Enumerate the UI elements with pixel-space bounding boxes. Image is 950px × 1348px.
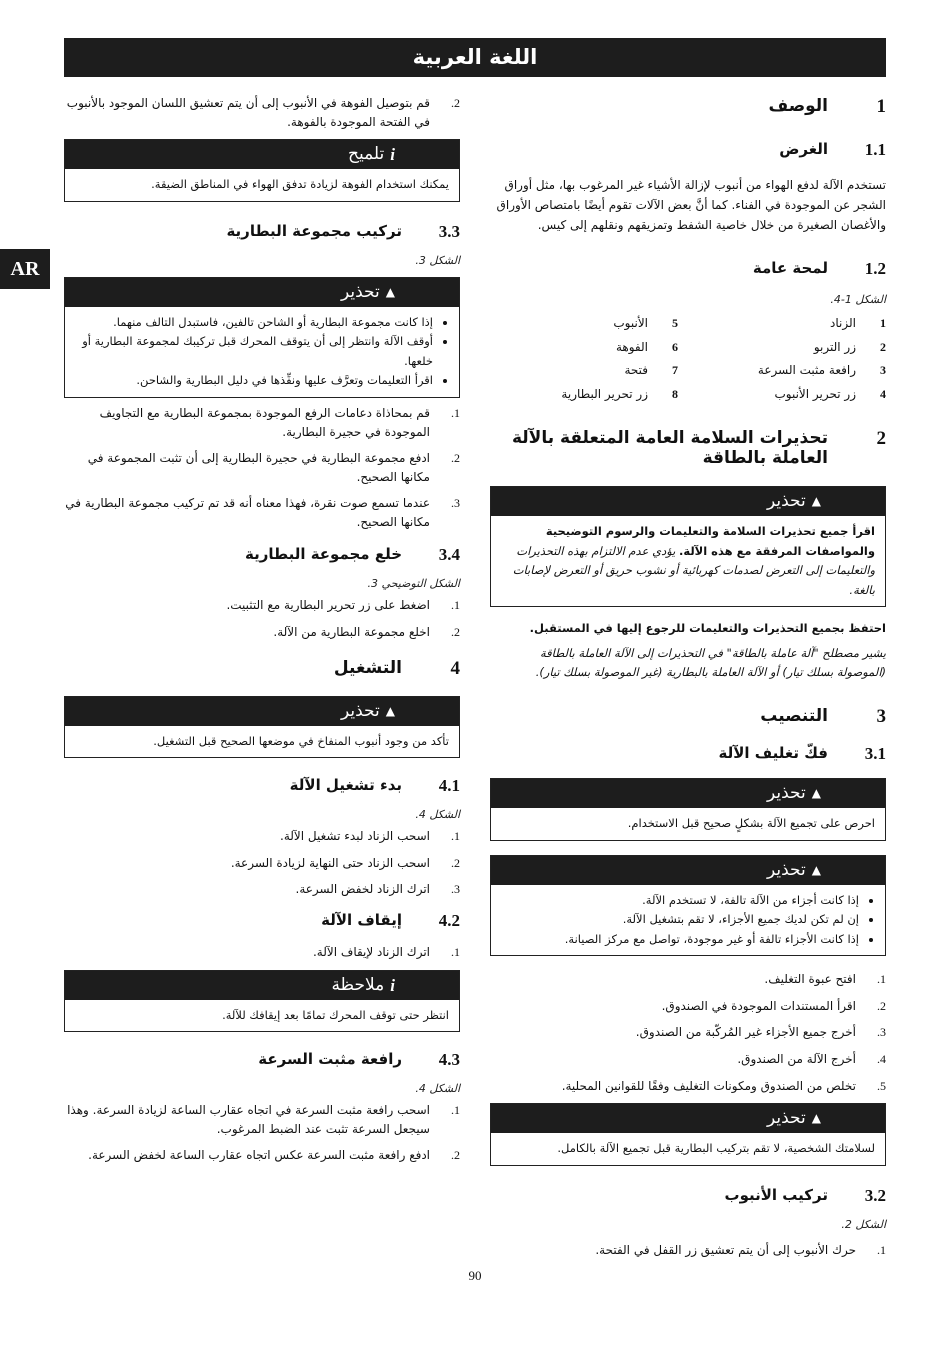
figure-reference: الشكل 2. xyxy=(841,1217,886,1231)
info-icon: i xyxy=(390,145,395,165)
page-title: اللغة العربية xyxy=(64,38,886,77)
list-item: • إذا كانت الأجزاء تالفة أو غير موجودة، تواصل مع مركز الصيانة. xyxy=(501,930,859,950)
list-item: • إذا كانت مجموعة البطارية أو الشاحن تالفين، فاستبدل التالف منهما. xyxy=(75,313,433,333)
section-heading: 4.2 إيقاف الآلة xyxy=(321,911,460,930)
warning-box: ▲ تحذير احرص على تجميع الآلة بشكلٍ صحيح قبل الاستخدام. xyxy=(490,778,886,841)
warning-icon: ▲ xyxy=(385,284,395,299)
language-tab: AR xyxy=(0,249,50,289)
list-item: 3. عندما تسمع صوت نقرة، فهذا معناه أنه قد تم تركيب مجموعة البطارية في مكانها الصحيح. xyxy=(65,496,460,529)
list-item: 1. قم بمحاذاة دعامات الرفع الموجودة بمجموعة البطارية مع التجاويف الموجودة في حجيرة البطارية. xyxy=(99,405,460,439)
list-item: 3. اترك الزناد لخفض السرعة. xyxy=(295,882,460,897)
list-item: 2. اخلع مجموعة البطارية من الآلة. xyxy=(273,625,460,640)
install-battery-steps xyxy=(64,404,460,532)
list-item: 1. اسحب الزناد لبدء تشغيل الآلة. xyxy=(280,829,460,844)
section-heading: 3.2 تركيب الأنبوب xyxy=(724,1185,886,1205)
list-item: 1. اسحب رافعة مثبت السرعة في اتجاه عقارب الساعة لزيادة السرعة. وهذا سيجعل السرعة تثبت عند الضبط المرغوب. xyxy=(67,1103,460,1136)
remove-battery-steps xyxy=(64,596,460,641)
section-heading: 3.4 خلع مجموعة البطارية xyxy=(244,545,460,565)
unpack-steps xyxy=(490,970,886,1095)
term-definition: يشير مصطلح "آلة عاملة بالطاقة" في التحذيرات إلى الآلة العاملة بالطاقة (الموصولة بسلك تيار) أو الآلة العاملة بالبطارية (غير الموصولة بسلك تيار). xyxy=(535,646,886,680)
figure-reference: الشكل 3. xyxy=(415,253,460,267)
figure-reference: الشكل التوضيحي 3. xyxy=(367,577,460,591)
warning-bold-text: اقرأ جميع تحذيرات السلامة والتعليمات والرسوم التوضيحية والمواصفات المرفقة مع هذه الآلة. xyxy=(545,523,875,558)
part-item: 3 رافعة مثبت السرعة xyxy=(757,363,886,378)
section-heading: 3.3 تركيب مجموعة البطارية xyxy=(226,221,460,241)
right-column xyxy=(490,92,886,1267)
list-item: 2. اسحب الزناد حتى النهاية لزيادة السرعة. xyxy=(230,855,460,870)
warning-box: ▲ تحذير تأكد من وجود أنبوب المنفاخ في موضعها الصحيح قبل التشغيل. xyxy=(64,696,460,759)
part-item: 5 الأنبوب xyxy=(613,316,678,331)
part-item: 6 الفوهة xyxy=(615,339,678,354)
warning-box: ▲ تحذير لسلامتك الشخصية، لا تقم بتركيب البطارية قبل تجميع الآلة بالكامل. xyxy=(490,1103,886,1166)
list-item: 1. افتح عبوة التغليف. xyxy=(764,972,886,987)
warning-icon: ▲ xyxy=(811,1111,821,1126)
warning-icon: ▲ xyxy=(811,862,821,877)
section-heading: 4.3 رافعة مثبت السرعة xyxy=(258,1050,460,1070)
list-item: 2. ادفع رافعة مثبت السرعة عكس اتجاه عقارب الساعة لخفض السرعة. xyxy=(88,1148,460,1163)
nozzle-steps xyxy=(64,94,460,131)
pipe-steps xyxy=(490,1241,886,1260)
parts-list xyxy=(490,312,886,406)
paragraph: تستخدم الآلة لدفع الهواء من أنبوب لإزالة الأشياء غير المرغوب بها، مثل أوراق الشجر عن الموجودة في الفناء. كما أنَّ بعض الآلات تقوم أيضًا بامتصاص الأوراق والأغصان الصغيرة من خلال خاصية الشفط وتمزيقهم ونقلهم إلى كيس. xyxy=(496,178,886,232)
warning-icon: ▲ xyxy=(811,786,821,801)
left-column xyxy=(64,92,460,1173)
tip-box: i تلميح يمكنك استخدام الفوهة لزيادة تدفق الهواء في المناطق الضيقة. xyxy=(64,139,460,202)
figure-reference: الشكل 4. xyxy=(415,808,460,822)
keep-instructions: احتفظ بجميع التحذيرات والتعليمات للرجوع إليها في المستقبل. xyxy=(529,621,886,636)
figure-reference: الشكل 1-4. xyxy=(830,293,886,307)
warning-box xyxy=(490,486,886,607)
stop-steps xyxy=(64,943,460,962)
section-heading: 4 التشغيل xyxy=(333,657,460,679)
part-item: 1 الزناد xyxy=(830,316,886,331)
warning-list xyxy=(501,891,875,950)
note-box: i ملاحظة انتظر حتى توقف المحرك تمامًا بعد إيقافك للآلة. xyxy=(64,970,460,1033)
part-item: 4 زر تحرير الأنبوب xyxy=(774,386,886,401)
section-heading: 1.2 لمحة عامة xyxy=(752,259,886,279)
list-item: 4. أخرج الآلة من الصندوق. xyxy=(737,1052,886,1067)
section-heading: 1.1 الغرض xyxy=(779,140,886,159)
list-item: • اقرأ التعليمات وتعرَّف عليها ونفِّذها في دليل البطارية والشاحن. xyxy=(75,371,433,391)
part-item: 7 فتحة xyxy=(624,363,678,378)
list-item: • إن لم تكن لديك جميع الأجزاء، لا تقم بتشغيل الآلة. xyxy=(501,910,859,930)
section-heading: 4.1 بدء تشغيل الآلة xyxy=(289,776,460,796)
start-steps xyxy=(64,827,460,899)
section-heading: 1 الوصف xyxy=(768,96,886,117)
cruise-steps xyxy=(64,1101,460,1165)
page-number: 90 xyxy=(468,1268,482,1283)
warning-icon: ▲ xyxy=(385,703,395,718)
list-item: 3. أخرج جميع الأجزاء غير المُركّبة من الصندوق. xyxy=(635,1025,886,1040)
list-item: 2. ادفع مجموعة البطارية في حجيرة البطارية إلى أن تثبت المجموعة في مكانها الصحيح. xyxy=(87,451,460,484)
section-heading: 3.1 فكّ تغليف الآلة xyxy=(718,744,886,764)
part-item: 2 زر التربو xyxy=(813,339,886,354)
warning-header: ▲ تحذير xyxy=(491,487,885,516)
info-icon: i xyxy=(390,975,395,995)
warning-list xyxy=(75,313,449,391)
part-item: 8 زر تحرير البطارية xyxy=(561,386,678,401)
figure-reference: الشكل 4. xyxy=(415,1082,460,1096)
warning-box: ▲ تحذير • إذا كانت أجزاء من الآلة تالفة، لا تستخدم الآلة. • إن لم تكن لديك جميع الأجزاء، لا تقم بتشغيل الآلة. • إذا كانت الأجزاء تالفة أو غير موجودة، تواصل مع مركز الصيانة. xyxy=(490,855,886,957)
list-item: 5. تخلص من الصندوق ومكونات التغليف وفقًا للقوانين المحلية. xyxy=(561,1078,886,1093)
warning-italic-text: يؤدي عدم الالتزام بهذه التحذيرات والتعليمات إلى التعرض لصدمات كهربائية أو نشوب حريق أو التعرض لإصابات بالغة. xyxy=(512,543,875,597)
list-item: • أوقف الآلة وانتظر إلى أن يتوقف المحرك قبل تركيبك لمجموعة البطارية أو خلعها. xyxy=(75,332,433,371)
list-item: 2. اقرأ المستندات الموجودة في الصندوق. xyxy=(661,998,886,1013)
warning-icon: ▲ xyxy=(811,493,821,508)
section-heading: 3 التنصيب xyxy=(760,706,886,728)
list-item: 1. حرك الأنبوب إلى أن يتم تعشيق زر القفل في الفتحة. xyxy=(595,1242,886,1257)
list-item: 1. اترك الزناد لإيقاف الآلة. xyxy=(312,945,460,959)
section-heading: 2 تحذيرات السلامة العامة المتعلقة بالآلة العاملة بالطاقة xyxy=(511,427,886,468)
list-item: • إذا كانت أجزاء من الآلة تالفة، لا تستخدم الآلة. xyxy=(501,891,859,911)
warning-box: ▲ تحذير • إذا كانت مجموعة البطارية أو الشاحن تالفين، فاستبدل التالف منهما. • أوقف الآلة وانتظر إلى أن يتوقف المحرك قبل تركيبك لمجموعة البطارية أو خلعها. • اقرأ التعليمات وتعرَّف عليها ونفِّذها في دليل البطارية والشاحن. xyxy=(64,277,460,398)
list-item: 2. قم بتوصيل الفوهة في الأنبوب إلى أن يتم تعشيق اللسان الموجود بالأنبوب في الفتحة الموجودة بالفوهة. xyxy=(66,96,460,129)
list-item: 1. اضغط على زر تحرير البطارية مع التثبيت. xyxy=(226,598,460,613)
